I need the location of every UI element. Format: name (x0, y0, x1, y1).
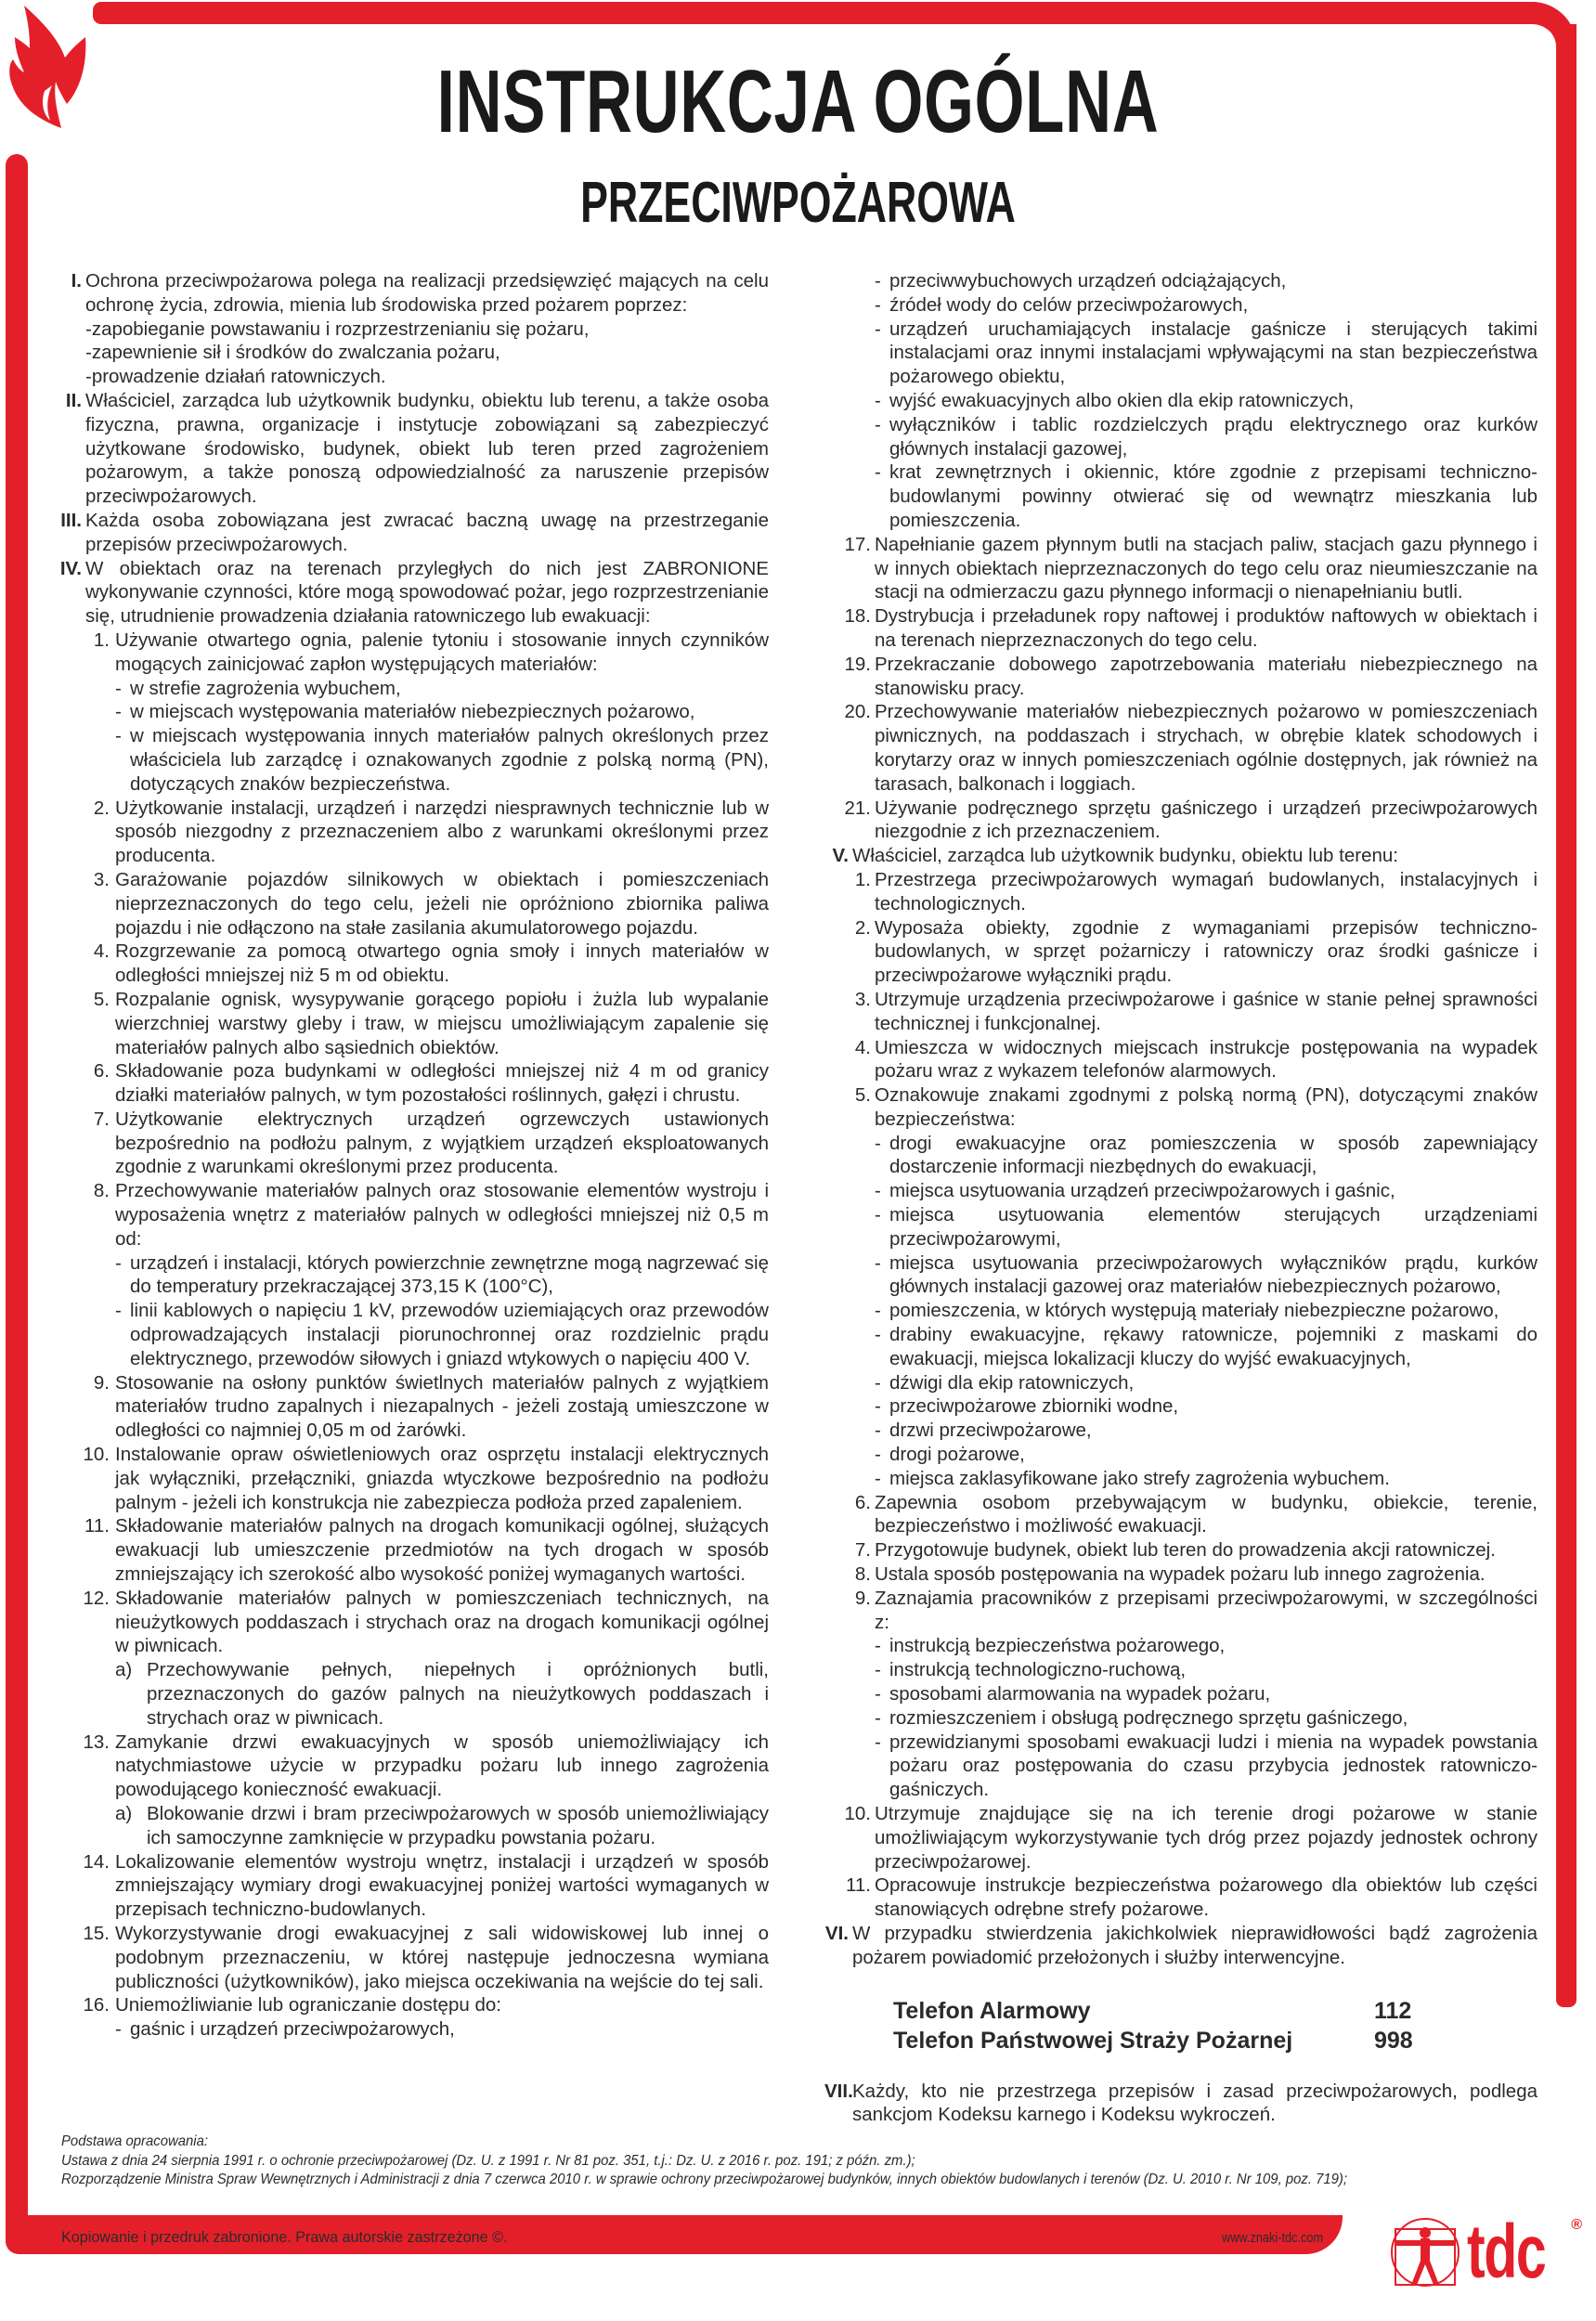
item-text: Składowanie poza budynkami w odległości mniejszej niż 4 m od granicy działki materiałów palnych, w tym pozostałości roślinnych, gałęzi i chrustu. (115, 1060, 769, 1107)
list-item (54, 988, 769, 1059)
dash-bullet: - (875, 1395, 881, 1418)
item-text: Składowanie materiałów palnych na drogach komunikacji ogólnej, służących ewakuacji lub umieszczenie przedmiotów na tych drogach w sposób zmniejszający ich szerokość albo wysokość poniżej wymaganych wartości. (115, 1515, 769, 1586)
list-item (824, 604, 1538, 653)
dash-bullet: - (875, 1180, 881, 1202)
item-number: 21. (844, 797, 871, 819)
item-text: Użytkowanie instalacji, urządzeń i narzędzi niesprawnych technicznie lub w sposób niezgodny z przeznaczeniem albo z warunkami określonymi przez producenta. (115, 797, 769, 867)
list-item (824, 1802, 1538, 1874)
list-item (54, 1179, 769, 1251)
dash-bullet: - (875, 461, 881, 484)
section-text: Każda osoba zobowiązana jest zwracać baczną uwagę na przestrzeganie przepisów przeciwpożarowych. (85, 509, 769, 555)
list-item (54, 1514, 769, 1586)
sub-item-mark: a) (115, 1659, 133, 1681)
item-number: 6. (93, 1060, 110, 1083)
dash-item (824, 1731, 1538, 1802)
item-number: 19. (844, 653, 871, 675)
item-number: 10. (844, 1803, 871, 1824)
item-text: Instalowanie opraw oświetleniowych oraz osprzętu instalacji elektrycznych jak wyłączniki, przełączniki, gniazda wtyczkowe bezpośrednio na podłożu palnym - jeżeli ich konstrukcja nie zabezpiecza podłoża przed zapaleniem. (115, 1444, 769, 1513)
item-text: Użytkowanie elektrycznych urządzeń ogrzewczych ustawionych bezpośrednio na podłożu palnym, z wyjątkiem urządzeń eksploatowanych zgodnie z warunkami określonymi przez producenta. (115, 1108, 769, 1178)
list-item (54, 1587, 769, 1658)
item-number: 16. (83, 1994, 110, 2016)
item-text: Dystrybucja i przeładunek ropy naftowej i produktów naftowych w obiektach i na terenach nieprzeznaczonych do tego celu. (875, 605, 1538, 651)
section-text: W obiektach oraz na terenach przyległych do nich jest ZABRONIONE wykonywanie czynności, które mogą spowodować pożar, jego rozprzestrzenianie się, utrudnienie prowadzenia działania ratowniczego lub ewakuacji: (85, 557, 769, 628)
dash-bullet: - (115, 1300, 122, 1322)
frame-right-border (1556, 24, 1577, 2007)
sub-item-text: Przechowywanie pełnych, niepełnych i opróżnionych butli, przeznaczonych do gazów palnych na nieużytkowych poddaszach i strychach oraz w piwnicach. (147, 1659, 769, 1729)
legal-basis (61, 2133, 1425, 2190)
website-link[interactable]: www.znaki-tdc.com (1222, 2230, 1324, 2246)
dash-text: miejsca usytuowania przeciwpożarowych wyłączników prądu, kurków głównych instalacji gazowej oraz materiałów niebezpiecznych pożarowo, (889, 1251, 1538, 1298)
dash-text: w miejscach występowania innych materiałów palnych określonych przez właściciela lub zarządcę i oznakowanych zgodnie z polską normą (PN), dotyczących znaków bezpieczeństwa. (130, 725, 769, 795)
item-number: 4. (93, 940, 110, 963)
dash-text: instrukcją bezpieczeństwa pożarowego, (889, 1635, 1226, 1657)
section-number: V. (832, 845, 849, 867)
item-number: 10. (83, 1444, 110, 1466)
phone-label: Telefon Państwowej Straży Pożarnej (893, 2027, 1293, 2054)
item-text: Wykorzystywanie drogi ewakuacyjnej z sali widowiskowej lub innej o podobnym przeznaczeniu, w której następuje jednoczesna wymiana publiczności (użytkowników), jako miejsca oczekiwania na wejście do tej sali. (115, 1922, 769, 1992)
list-item (824, 700, 1538, 796)
section-6 (824, 1922, 1538, 1970)
dash-item (824, 1634, 1538, 1658)
list-item (54, 1443, 769, 1514)
list-item (824, 1491, 1538, 1539)
dash-text: miejsca zaklasyfikowane jako strefy zagrożenia wybuchem. (889, 1467, 1390, 1489)
dash-bullet: - (875, 1683, 881, 1705)
dash-bullet: - (115, 701, 122, 723)
section-number: VII. (824, 2080, 853, 2102)
item-text: Wyposaża obiekty, zgodnie z wymaganiami przepisów techniczno-budowlanych, w sprzęt pożarniczy i ratowniczy oraz środki gaśnicze i przeciwpożarowe wyłączniki prądu. (875, 916, 1538, 987)
dash-item (824, 1419, 1538, 1443)
item-number: 11. (84, 1515, 110, 1537)
dash-text: drabiny ewakuacyjne, rękawy ratownicze, pojemniki z maskami do ewakuacji, miejsca lokalizacji kluczy do wyjść ewakuacyjnych, (889, 1324, 1538, 1369)
brand-logo (1389, 2210, 1584, 2294)
item-number: 18. (844, 605, 871, 628)
item-text: Opracowuje instrukcje bezpieczeństwa pożarowego dla obiektów lub części stanowiących odrębne strefy pożarowe. (875, 1874, 1538, 1921)
section-text: Właściciel, zarządca lub użytkownik budynku, obiektu lub terenu: (852, 845, 1398, 867)
list-item (54, 797, 769, 868)
phone-number: 998 (1374, 2027, 1413, 2054)
section-2 (54, 389, 769, 509)
list-item (54, 1850, 769, 1922)
dash-bullet: - (875, 1132, 881, 1154)
section-number: II. (65, 389, 82, 411)
dash-text: pomieszczenia, w których występują materiały niebezpieczne pożarowo, (889, 1300, 1499, 1322)
item-number: 9. (93, 1371, 110, 1394)
dash-text: instrukcją technologiczno-ruchową, (889, 1659, 1187, 1681)
item-number: 7. (854, 1539, 871, 1562)
item-number: 15. (83, 1922, 110, 1944)
section-4 (54, 557, 769, 629)
phone-label: Telefon Alarmowy (893, 1997, 1091, 2024)
dash-item (824, 1658, 1538, 1682)
section-1 (54, 269, 769, 318)
item-text: Rozpalanie ognisk, wysypywanie gorącego popiołu i żużla lub wypalanie wierzchniej warstwy gleby i traw, w miejscu umożliwiającym zapalenie się materiałów palnych albo sąsiednich obiektów. (115, 988, 769, 1058)
item-text: Używanie otwartego ognia, palenie tytoniu i stosowanie innych czynników mogących zainicjować zapłon występujących materiałów: (115, 629, 769, 675)
dash-text: dźwigi dla ekip ratowniczych, (889, 1371, 1135, 1394)
section-text: Ochrona przeciwpożarowa polega na realizacji przedsięwzięć mających na celu ochronę życia, zdrowia, mienia lub środowiska przed pożarem poprzez: (85, 270, 769, 316)
list-item (824, 988, 1538, 1036)
dash-item (824, 1682, 1538, 1706)
item-number: 11. (846, 1874, 871, 1897)
flame-icon (4, 2, 93, 132)
dash-text: krat zewnętrznych i okiennic, które zgodnie z przepisami techniczno-budowlanymi powinny otwierać się od wewnątrz mieszkania lub pomieszczenia. (889, 461, 1538, 531)
dash-item (824, 318, 1538, 389)
dash-text: linii kablowych o napięciu 1 kV, przewodów uziemiających oraz przewodów odprowadzających instalacji piorunochronnej oraz rozdzielnic prądu elektrycznego, przewodów siłowych i gniazd wtykowych o napięciu 400 V. (130, 1300, 769, 1369)
dash-bullet: - (875, 1251, 881, 1274)
dash-item (824, 1251, 1538, 1300)
list-item (824, 868, 1538, 916)
item-text: Zamykanie drzwi ewakuacyjnych w sposób uniemożliwiający ich natychmiastowe użycie w przypadku pożaru lub innego zagrożenia powodującego konieczność ewakuacji. (115, 1731, 769, 1801)
dash-text: miejsca usytuowania urządzeń przeciwpożarowych i gaśnic, (889, 1180, 1395, 1202)
list-item (824, 1874, 1538, 1922)
copyright-notice: Kopiowanie i przedruk zabronione. Prawa autorskie zastrzeżone ©. (61, 2228, 508, 2246)
item-number: 20. (844, 701, 871, 723)
dash-bullet: - (875, 1706, 881, 1729)
dash-item (54, 677, 769, 701)
dash-item (824, 389, 1538, 413)
item-text: Umieszcza w widocznych miejscach instrukcje postępowania na wypadek pożaru wraz z wykazem telefonów alarmowych. (875, 1036, 1538, 1083)
item-text: Przekraczanie dobowego zapotrzebowania materiału niebezpiecznego na stanowisku pracy. (875, 653, 1538, 699)
item-text: Używanie podręcznego sprzętu gaśniczego i urządzeń przeciwpożarowych niezgodnie z ich przeznaczeniem. (875, 797, 1538, 843)
list-item (824, 1587, 1538, 1635)
list-item (54, 1922, 769, 1993)
item-text: Przechowywanie materiałów niebezpiecznych pożarowo w pomieszczeniach piwnicznych, na poddaszach i strychach, w obrębie klatek schodowych i korytarzy oraz w innych pomieszczeniach ogólnie dostępnych, jak również na tarasach, balkonach i loggiach. (875, 701, 1538, 795)
dash-text: przeciwwybuchowych urządzeń odciążających, (889, 270, 1287, 292)
list-item (54, 1059, 769, 1108)
phone-row-alarm (824, 1996, 1538, 2026)
section-number: VI. (824, 1922, 849, 1944)
dash-item (54, 700, 769, 724)
page-title: INSTRUKCJA OGÓLNA (436, 52, 1160, 151)
sub-item-text: Blokowanie drzwi i bram przeciwpożarowych w sposób uniemożliwiający ich samoczynne zamknięcie w przypadku powstania pożaru. (147, 1803, 769, 1848)
item-number: 8. (854, 1563, 871, 1586)
item-number: 9. (854, 1587, 871, 1609)
item-number: 8. (93, 1180, 110, 1202)
list-item (824, 533, 1538, 604)
item-number: 1. (93, 629, 110, 651)
dash-item (824, 293, 1538, 318)
item-text: Utrzymuje urządzenia przeciwpożarowe i gaśnice w stanie pełnej sprawności technicznej i funkcjonalnej. (875, 988, 1538, 1034)
legal-basis-line: Rozporządzenie Ministra Spraw Wewnętrznych i Administracji z dnia 7 czerwca 2010 r. w sprawie ochrony przeciwpożarowej budynków, innych obiektów budowlanych i terenów (Dz. U. 2010 r. Nr 109, poz. 719); (61, 2172, 1348, 2187)
list-item (824, 916, 1538, 988)
dash-text: w miejscach występowania materiałów niebezpiecznych pożarowo, (130, 701, 695, 723)
dash-bullet: - (875, 1444, 881, 1466)
list-item (54, 1108, 769, 1179)
item-number: 2. (93, 797, 110, 819)
item-text: Utrzymuje znajdujące się na ich terenie drogi pożarowe w stanie umożliwiającym wykorzystywanie tych dróg przez pojazdy jednostek ochrony przeciwpożarowej. (875, 1803, 1538, 1873)
dash-bullet: - (115, 2018, 122, 2041)
item-text: Składowanie materiałów palnych w pomieszczeniach technicznych, na nieużytkowych poddaszach i strychach oraz na drogach komunikacji ogólnej w piwnicach. (115, 1587, 769, 1657)
list-item (54, 1731, 769, 1802)
dash-item (54, 724, 769, 796)
dash-bullet: - (875, 1467, 881, 1489)
section-7 (824, 2080, 1538, 2128)
dash-item (824, 1323, 1538, 1371)
list-item (824, 1083, 1538, 1132)
item-number: 14. (83, 1850, 110, 1873)
vitruvian-man-icon (1389, 2216, 1461, 2289)
phone-row-fire-brigade (824, 2026, 1538, 2055)
list-item (824, 1562, 1538, 1587)
dash-text: wyłączników i tablic rozdzielczych prądu elektrycznego oraz kurków głównych instalacji gazowej, (889, 413, 1538, 460)
list-item (824, 797, 1538, 845)
dash-bullet: - (875, 1659, 881, 1681)
item-number: 13. (83, 1731, 110, 1753)
sub-item-mark: a) (115, 1803, 133, 1824)
item-text: Uniemożliwianie lub ograniczanie dostępu do: (115, 1994, 501, 2016)
dash-item (824, 1394, 1538, 1419)
dash-text: drogi ewakuacyjne oraz pomieszczenia w sposób zapewniający dostarczenie informacji niezbędnych do ewakuacji, (889, 1132, 1538, 1178)
dash-text: wyjść ewakuacyjnych albo okien dla ekip ratowniczych, (889, 389, 1355, 411)
phone-number: 112 (1374, 1997, 1412, 2024)
section-text: W przypadku stwierdzenia jakichkolwiek nieprawidłowości bądź zagrożenia pożarem powiadomić przełożonych i służby interwencyjne. (852, 1922, 1538, 1968)
right-column (824, 269, 1538, 2127)
item-number: 17. (844, 533, 871, 555)
item-number: 3. (854, 988, 871, 1010)
section-number: I. (71, 270, 82, 292)
dash-item (824, 1132, 1538, 1180)
registered-mark: ® (1571, 2217, 1582, 2233)
dash-text: rozmieszczeniem i obsługą podręcznego sprzętu gaśniczego, (889, 1706, 1408, 1729)
dash-bullet: - (115, 725, 122, 747)
dash-bullet: - (115, 1251, 122, 1274)
section-number: IV. (59, 557, 82, 579)
dash-text: drzwi przeciwpożarowe, (889, 1420, 1092, 1442)
list-item (54, 940, 769, 988)
item-number: 5. (854, 1084, 871, 1107)
item-number: 5. (93, 988, 110, 1010)
dash-item (54, 1251, 769, 1300)
dash-bullet: - (875, 1324, 881, 1346)
legal-basis-line: Ustawa z dnia 24 sierpnia 1991 r. o ochronie przeciwpożarowej (Dz. U. z 1991 r. Nr 81 poz. 351, t.j.: Dz. U. z 2016 r. poz. 191; z późn. zm.); (61, 2152, 915, 2169)
section-3 (54, 509, 769, 557)
item-text: Lokalizowanie elementów wystroju wnętrz, instalacji i urządzeń w sposób zmniejszający wymiary drogi ewakuacyjnej poniżej wartości wymaganych w przepisach techniczno-budowlanych. (115, 1850, 769, 1921)
dash-text: sposobami alarmowania na wypadek pożaru, (889, 1683, 1271, 1705)
page-subtitle: PRZECIWPOŻAROWA (580, 171, 1016, 235)
dash-bullet: - (875, 413, 881, 435)
item-text: Garażowanie pojazdów silnikowych w obiektach i pomieszczeniach nieprzeznaczonych do tego celu, jeżeli nie opróżniono zbiornika paliwa pojazdu i nie odłączono na stałe zasilania akumulatorowego pojazdu. (115, 868, 769, 939)
item-text: Ustala sposób postępowania na wypadek pożaru lub innego zagrożenia. (875, 1563, 1486, 1586)
dash-bullet: - (875, 1371, 881, 1394)
dash-bullet: - (875, 293, 881, 316)
dash-item (824, 413, 1538, 461)
list-item (54, 1993, 769, 2017)
section-5 (824, 844, 1538, 868)
item-number: 1. (854, 868, 871, 890)
item-number: 12. (83, 1587, 110, 1609)
dash-text: przeciwpożarowe zbiorniki wodne, (889, 1395, 1179, 1418)
dash-text: urządzeń i instalacji, których powierzchnie zewnętrzne mogą nagrzewać się do temperatury przekraczającej 373,15 K (100°C), (130, 1251, 769, 1298)
dash-item (824, 1179, 1538, 1203)
dash-item (824, 1371, 1538, 1395)
legal-basis-title: Podstawa opracowania: (61, 2133, 208, 2149)
dash-item (824, 1467, 1538, 1491)
item-text: Oznakowuje znakami zgodnymi z polską normą (PN), dotyczącymi znaków bezpieczeństwa: (875, 1084, 1538, 1130)
section-text: Właściciel, zarządca lub użytkownik budynku, obiektu lub terenu, a także osoba fizyczna, prawna, organizacje i instytucje zobowiązani są zabezpieczyć użytkowane środowisko, budynek, obiekt lub teren przed zagrożeniem pożarowym, a także ponoszą odpowiedzialność za naruszenie przepisów przeciwpożarowych. (85, 389, 769, 508)
dash-bullet: - (875, 270, 881, 292)
dash-bullet: - (875, 318, 881, 340)
sub-item (54, 1802, 769, 1850)
item-number: 4. (854, 1036, 871, 1058)
section-line: -zapobieganie powstawaniu i rozprzestrzenianiu się pożaru, (85, 318, 590, 340)
dash-bullet: - (875, 1635, 881, 1657)
list-item (824, 653, 1538, 701)
dash-text: gaśnic i urządzeń przeciwpożarowych, (130, 2018, 455, 2041)
dash-item (824, 1299, 1538, 1323)
dash-text: drogi pożarowe, (889, 1444, 1025, 1466)
list-item (54, 629, 769, 677)
dash-bullet: - (875, 1731, 881, 1753)
dash-bullet: - (875, 1204, 881, 1226)
item-text: Stosowanie na osłony punktów świetlnych materiałów palnych z wyjątkiem materiałów trudno zapalnych i niezapalnych - jeżeli zostają umieszczone w odległości co najmniej 0,05 m od żarówki. (115, 1371, 769, 1442)
dash-text: przewidzianymi sposobami ewakuacji ludzi i mienia na wypadek powstania pożaru oraz postępowania do czasu przybycia jednostek ratowniczo-gaśniczych. (889, 1731, 1538, 1801)
item-text: Zaznajamia pracowników z przepisami przeciwpożarowymi, w szczególności z: (875, 1587, 1538, 1633)
list-item (54, 1371, 769, 1443)
item-text: Przygotowuje budynek, obiekt lub teren do prowadzenia akcji ratowniczej. (875, 1539, 1496, 1562)
dash-bullet: - (875, 389, 881, 411)
section-line: -prowadzenie działań ratowniczych. (85, 366, 386, 388)
dash-item (824, 1443, 1538, 1467)
item-number: 3. (93, 868, 110, 890)
list-item (824, 1036, 1538, 1084)
dash-text: w strefie zagrożenia wybuchem, (130, 677, 401, 699)
dash-bullet: - (875, 1420, 881, 1442)
dash-item (824, 1706, 1538, 1731)
section-line: -zapewnienie sił i środków do zwalczania pożaru, (85, 342, 500, 364)
item-number: 2. (854, 916, 871, 939)
frame-left-border (6, 154, 28, 2215)
logo-text: tdc (1467, 2210, 1546, 2294)
dash-item (54, 2017, 769, 2042)
item-text: Napełnianie gazem płynnym butli na stacjach paliw, stacjach gazu płynnego i w innych obiektach nieprzeznaczonych do tego celu oraz nieumieszczanie na stacji na odmierzaczu gazu płynnego informacji o nienapełnianiu butli. (875, 533, 1538, 603)
section-number: III. (60, 509, 82, 531)
item-number: 7. (93, 1108, 110, 1130)
item-text: Rozgrzewanie za pomocą otwartego ognia smoły i innych materiałów w odległości mniejszej niż 5 m od obiektu. (115, 940, 769, 987)
item-text: Zapewnia osobom przebywającym w budynku, obiekcie, terenie, bezpieczeństwo i możliwość ewakuacji. (875, 1491, 1538, 1537)
dash-item (824, 460, 1538, 532)
dash-text: miejsca usytuowania elementów sterujących urządzeniami przeciwpożarowymi, (889, 1204, 1538, 1250)
sub-item (54, 1658, 769, 1730)
dash-text: urządzeń uruchamiających instalacje gaśnicze i sterujących takimi instalacjami oraz innymi instalacjami wpływającymi na stan bezpieczeństwa pożarowego obiektu, (889, 318, 1538, 388)
emergency-phones (824, 1996, 1538, 2055)
frame-top-border (93, 2, 1555, 24)
list-item (54, 868, 769, 940)
item-number: 6. (854, 1491, 871, 1513)
left-column (54, 269, 769, 2042)
list-item (824, 1538, 1538, 1562)
item-text: Przechowywanie materiałów palnych oraz stosowanie elementów wystroju i wyposażenia wnętrz z materiałów palnych w odległości mniejszej niż 0,5 m od: (115, 1180, 769, 1250)
dash-item (824, 1203, 1538, 1251)
section-text: Każdy, kto nie przestrzega przepisów i zasad przeciwpożarowych, podlega sankcjom Kodeksu karnego i Kodeksu wykroczeń. (852, 2080, 1538, 2126)
dash-item (824, 269, 1538, 293)
dash-bullet: - (115, 677, 122, 699)
dash-bullet: - (875, 1300, 881, 1322)
dash-item (54, 1299, 769, 1370)
dash-text: źródeł wody do celów przeciwpożarowych, (889, 293, 1249, 316)
item-text: Przestrzega przeciwpożarowych wymagań budowlanych, instalacyjnych i technologicznych. (875, 868, 1538, 914)
